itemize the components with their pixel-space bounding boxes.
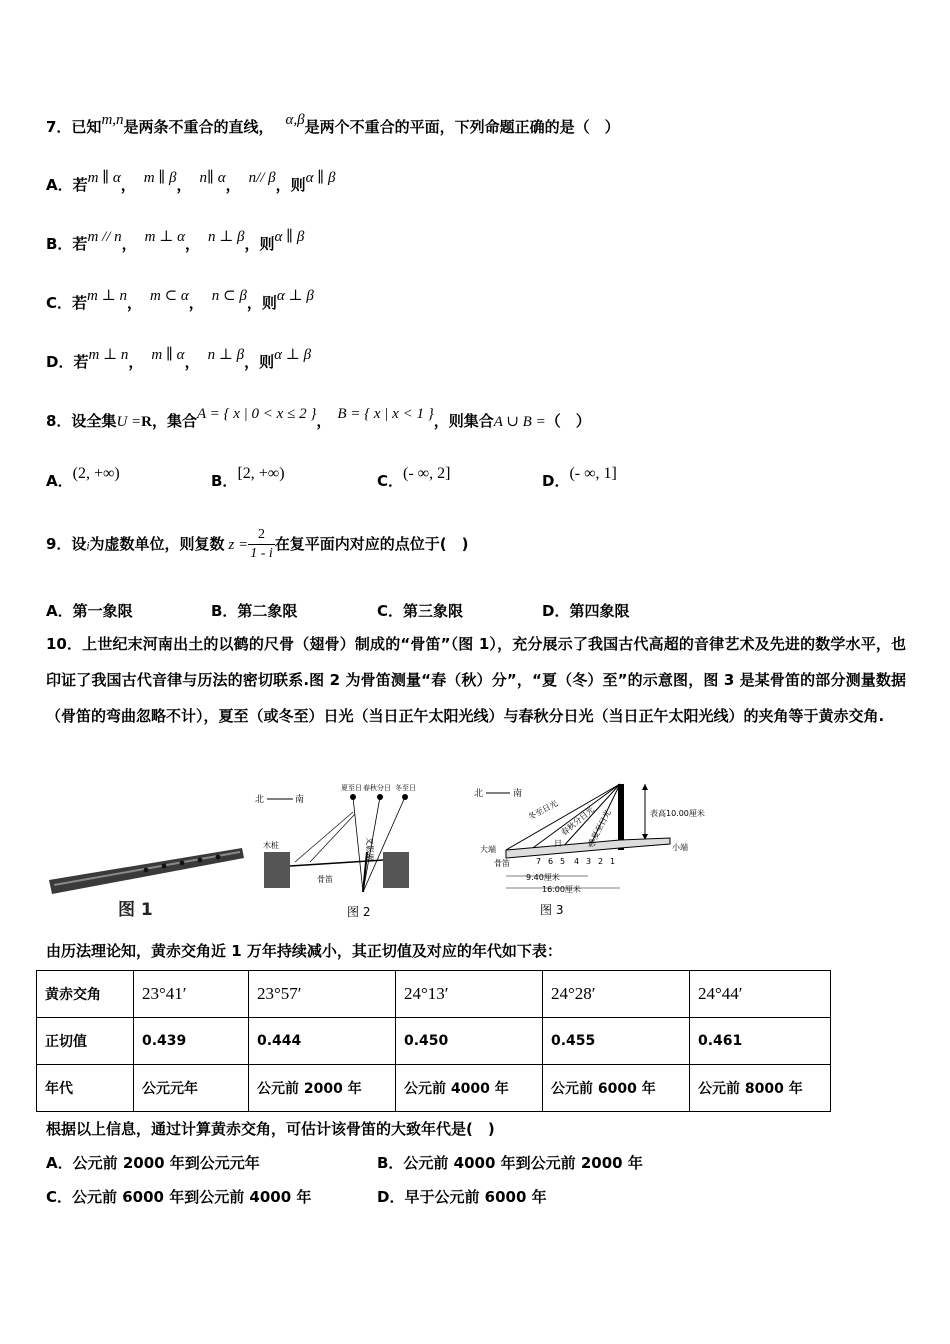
- q8-set-b: B = { x | x < 1 }: [337, 406, 434, 422]
- table-cell: 公元前 2000 年: [249, 1065, 396, 1112]
- svg-text:1: 1: [610, 857, 616, 866]
- svg-text:4: 4: [574, 857, 580, 866]
- table-cell: 0.439: [134, 1018, 249, 1065]
- svg-text:小端: 小端: [672, 843, 688, 852]
- table-cell: 公元前 8000 年: [690, 1065, 831, 1112]
- svg-text:9.40厘米: 9.40厘米: [526, 873, 560, 882]
- wooden-post: [264, 852, 290, 888]
- svg-text:南: 南: [295, 795, 305, 805]
- q10-option-b[interactable]: B．公元前 4000 年到公元前 2000 年: [377, 1154, 643, 1172]
- flute-hole: [198, 858, 203, 863]
- flute-hole: [180, 861, 185, 866]
- svg-text:表高10.00厘米: 表高10.00厘米: [650, 809, 705, 818]
- svg-text:影: 影: [588, 839, 596, 848]
- q10-paragraph: 10．上世纪末河南出土的以鹤的尺骨（翅骨）制成的“骨笛”（图 1），充分展示了我国古代高超的音律艺术及先进的数学水平，也印证了我国古代音律与历法的密切联系.图 2 为骨笛测量“春（秋）分”，“夏（冬）至”的示意图，图 3 是某骨笛的部分测量数据（骨笛的弯曲忽略不计），夏至（或冬至）日光（当日正午太阳光线）与春秋分日光（当日正午太阳光线）的夹角等于黄赤交角.: [46, 635, 906, 725]
- q9-option-d[interactable]: D．第四象限: [542, 602, 630, 620]
- q9-fraction: $\frac{2}{1 - i}$: [250, 527, 273, 561]
- svg-text:春秋分日: 春秋分日: [363, 784, 391, 792]
- table-cell: 0.461: [690, 1018, 831, 1065]
- q10-option-c[interactable]: C．公元前 6000 年到公元前 4000 年: [46, 1188, 312, 1206]
- svg-text:叉影器: 叉影器: [365, 837, 374, 861]
- svg-text:夏至日光: 夏至日光: [589, 808, 613, 841]
- figure-1: [46, 838, 246, 924]
- table-cell: 公元前 4000 年: [396, 1065, 543, 1112]
- svg-text:7: 7: [536, 857, 542, 866]
- q8-option-b[interactable]: B．[2, +∞): [211, 465, 285, 490]
- table-header: 年代: [37, 1065, 134, 1112]
- flute-hole: [162, 864, 167, 869]
- svg-text:冬至日光: 冬至日光: [526, 798, 560, 822]
- svg-text:3: 3: [586, 857, 592, 866]
- q9-option-a[interactable]: A．第一象限: [46, 602, 133, 620]
- q10-table-intro: 由历法理论知，黄赤交角近 1 万年持续减小，其正切值及对应的年代如下表：: [46, 942, 562, 960]
- q9-option-b[interactable]: B．第二象限: [211, 602, 298, 620]
- q8-option-a[interactable]: A．(2, +∞): [46, 465, 120, 490]
- table-cell: 24°28′: [543, 971, 690, 1018]
- q10-option-a[interactable]: A．公元前 2000 年到公元元年: [46, 1154, 260, 1172]
- table-row: [37, 1065, 831, 1112]
- svg-text:16.00厘米: 16.00厘米: [542, 885, 581, 894]
- table-cell: 公元前 6000 年: [543, 1065, 690, 1112]
- figure-2: [255, 782, 425, 926]
- svg-text:南: 南: [513, 789, 523, 799]
- table-cell: 24°44′: [690, 971, 831, 1018]
- table-cell: 23°57′: [249, 971, 396, 1018]
- svg-text:木桩: 木桩: [263, 841, 279, 850]
- flute-hole: [144, 868, 149, 873]
- table-header: 黄赤交角: [37, 971, 134, 1018]
- svg-text:骨笛: 骨笛: [494, 859, 510, 868]
- q7-mn: m,n: [101, 112, 124, 128]
- q7-option-c[interactable]: C．若m ⊥ n， m ⊂ α， n ⊂ β，则α ⊥ β: [46, 288, 314, 312]
- figure-2-caption: 图 2: [347, 905, 371, 919]
- table-row: [37, 971, 831, 1018]
- ecliptic-table: [36, 970, 831, 1112]
- table-row: [37, 1018, 831, 1065]
- svg-text:大端: 大端: [480, 845, 496, 854]
- table-cell: 公元元年: [134, 1065, 249, 1112]
- q7-option-a[interactable]: A．若m ∥ α， m ∥ β， n∥ α， n// β，则α ∥ β: [46, 170, 336, 194]
- q8-stem: 8．设全集U =R，集合A = { x | 0 < x ≤ 2 }， B = { x | x < 1 }，则集合A ∪ B =（ ）: [46, 406, 591, 430]
- q7-option-b[interactable]: B．若m // n， m ⊥ α， n ⊥ β，则α ∥ β: [46, 229, 305, 253]
- flute-hole: [216, 855, 221, 860]
- q7-alpha-beta: α,β: [285, 112, 305, 128]
- q9-stem: 9．设i为虚数单位，则复数 z = $\frac{2}{1 - i}$ 在复平面内对应的点位于( ): [46, 527, 469, 561]
- q7-stem: 7．已知m,n是两条不重合的直线， α,β是两个不重合的平面，下列命题正确的是（ ）: [46, 112, 620, 136]
- table-cell: 23°41′: [134, 971, 249, 1018]
- q10-question: 根据以上信息，通过计算黄赤交角，可估计该骨笛的大致年代是( ): [46, 1120, 495, 1138]
- wooden-post: [383, 852, 409, 888]
- table-header: 正切值: [37, 1018, 134, 1065]
- svg-text:夏至日: 夏至日: [341, 784, 362, 792]
- table-cell: 0.450: [396, 1018, 543, 1065]
- q10-option-d[interactable]: D．早于公元前 6000 年: [377, 1188, 547, 1206]
- svg-text:5: 5: [560, 857, 566, 866]
- svg-text:2: 2: [598, 857, 604, 866]
- q9-option-c[interactable]: C．第三象限: [377, 602, 464, 620]
- q7-option-d[interactable]: D．若m ⊥ n， m ∥ α， n ⊥ β，则α ⊥ β: [46, 347, 312, 371]
- q8-set-a: A = { x | 0 < x ≤ 2 }: [197, 406, 317, 422]
- svg-text:冬至日: 冬至日: [395, 784, 416, 792]
- table-cell: 24°13′: [396, 971, 543, 1018]
- svg-text:北: 北: [474, 789, 484, 799]
- figure-3-caption: 图 3: [540, 903, 564, 917]
- svg-text:春秋分日光: 春秋分日光: [559, 804, 596, 838]
- table-cell: 0.455: [543, 1018, 690, 1065]
- svg-text:骨笛: 骨笛: [317, 875, 333, 884]
- svg-text:6: 6: [548, 857, 554, 866]
- table-cell: 0.444: [249, 1018, 396, 1065]
- figure-1-caption: 图 1: [118, 900, 153, 920]
- figure-3: [470, 780, 720, 926]
- q8-option-d[interactable]: D．(- ∞, 1]: [542, 465, 617, 490]
- svg-text:日: 日: [554, 839, 562, 848]
- q8-option-c[interactable]: C．(- ∞, 2]: [377, 465, 451, 490]
- svg-text:北: 北: [255, 795, 265, 805]
